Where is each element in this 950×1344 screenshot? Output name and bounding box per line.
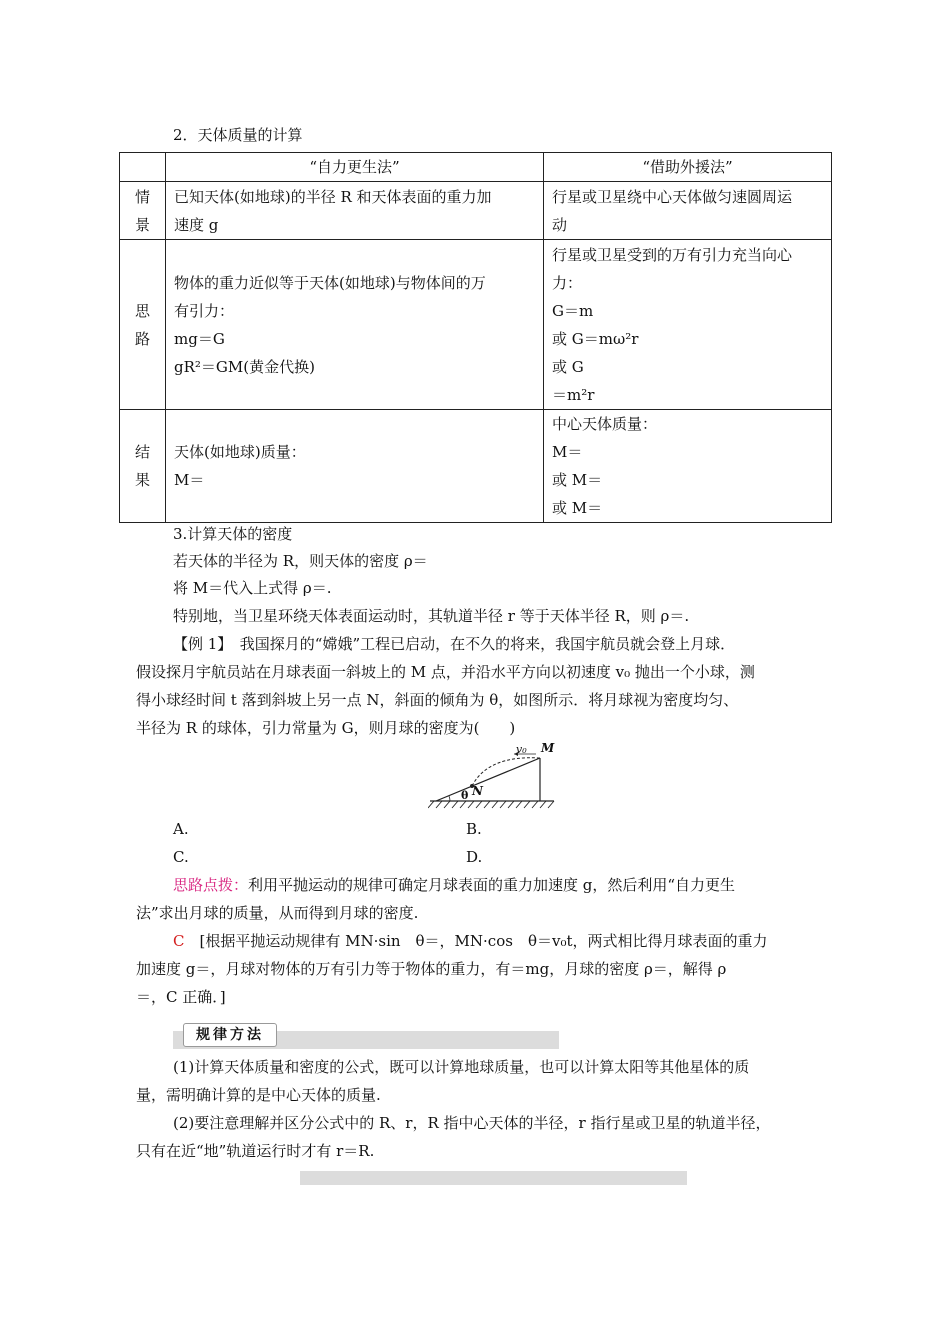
density-line-3: 特别地，当卫星环绕天体表面运动时，其轨道半径 r 等于天体半径 R，则 ρ＝.: [173, 607, 690, 625]
figure-label-m: M: [541, 741, 555, 755]
method-p1-line-1: (1)计算天体质量和密度的公式，既可以计算地球质量，也可以计算太阳等其他星体的质: [173, 1058, 750, 1076]
option-b: B.: [466, 820, 482, 838]
method-banner-label: 规律方法: [183, 1023, 277, 1047]
section3-title: 3.计算天体的密度: [173, 525, 293, 543]
table-header-empty: [120, 153, 166, 182]
answer-letter: C: [173, 932, 185, 950]
example-line-1: 【例 1】 我国探月的“嫦娥”工程已启动，在不久的将来，我国宇航员就会登上月球．: [173, 635, 736, 653]
section2-title: 2．天体质量的计算: [173, 126, 303, 144]
method-p2-line-2: 只有在近“地”轨道运行时才有 r＝R.: [136, 1142, 375, 1160]
hint-label: 思路点拨：: [173, 876, 249, 894]
option-c: C.: [173, 848, 189, 866]
example-line-2: 假设探月宇航员站在月球表面一斜坡上的 M 点，并沿水平方向以初速度 v₀ 抛出一个小球，测: [136, 663, 755, 681]
method-p1-line-2: 量，需明确计算的是中心天体的质量.: [136, 1086, 381, 1104]
hint-line-2: 法”求出月球的质量，从而得到月球的密度.: [136, 904, 419, 922]
figure-label-v0: v₀: [516, 743, 527, 756]
figure-label-n: N: [472, 784, 483, 798]
option-a: A.: [173, 820, 189, 838]
scenario-external-aid: 行星或卫星绕中心天体做匀速圆周运 动: [544, 182, 832, 240]
option-d: D.: [466, 848, 483, 866]
table-header-self-reliance: “自力更生法”: [166, 153, 544, 182]
mass-calculation-table: [119, 152, 832, 523]
incline-figure: [428, 743, 558, 811]
figure-label-theta: θ: [461, 789, 469, 802]
row-label-result: 结 果: [120, 410, 166, 523]
density-line-2: 将 M＝代入上式得 ρ＝.: [173, 579, 332, 597]
scenario-self-reliance: 已知天体(如地球)的半径 R 和天体表面的重力加 速度 g: [166, 182, 544, 240]
answer-line-1: C [根据平抛运动规律有 MN·sin θ＝，MN·cos θ＝v₀t，两式相比得月球表面的重力: [173, 932, 768, 950]
bottom-divider-bar: [300, 1171, 687, 1185]
answer-line-3: ＝，C 正确．]: [136, 988, 226, 1006]
result-self-reliance: 天体(如地球)质量： M＝: [166, 410, 544, 523]
answer-line-2: 加速度 g＝，月球对物体的万有引力等于物体的重力，有＝mg，月球的密度 ρ＝，解得 ρ: [136, 960, 727, 978]
table-header-external-aid: “借助外援法”: [544, 153, 832, 182]
example-line-4: 半径为 R 的球体，引力常量为 G，则月球的密度为( ): [136, 719, 516, 737]
example-line-3: 得小球经时间 t 落到斜坡上另一点 N，斜面的倾角为 θ，如图所示．将月球视为密度均匀、: [136, 691, 739, 709]
approach-self-reliance: 物体的重力近似等于天体(如地球)与物体间的万 有引力： mg＝G gR²＝GM(黄金代换): [166, 240, 544, 410]
density-line-1: 若天体的半径为 R，则天体的密度 ρ＝: [173, 552, 428, 570]
approach-external-aid: 行星或卫星受到的万有引力充当向心 力： G＝m 或 G＝mω²r 或 G ＝m²r: [544, 240, 832, 410]
method-p2-line-1: (2)要注意理解并区分公式中的 R、r，R 指中心天体的半径，r 指行星或卫星的轨道半径，: [173, 1114, 771, 1132]
hint-line-1: 思路点拨：利用平抛运动的规律可确定月球表面的重力加速度 g，然后利用“自力更生: [173, 876, 736, 894]
row-label-approach: 思 路: [120, 240, 166, 410]
row-label-scenario: 情 景: [120, 182, 166, 240]
result-external-aid: 中心天体质量： M＝ 或 M＝ 或 M＝: [544, 410, 832, 523]
